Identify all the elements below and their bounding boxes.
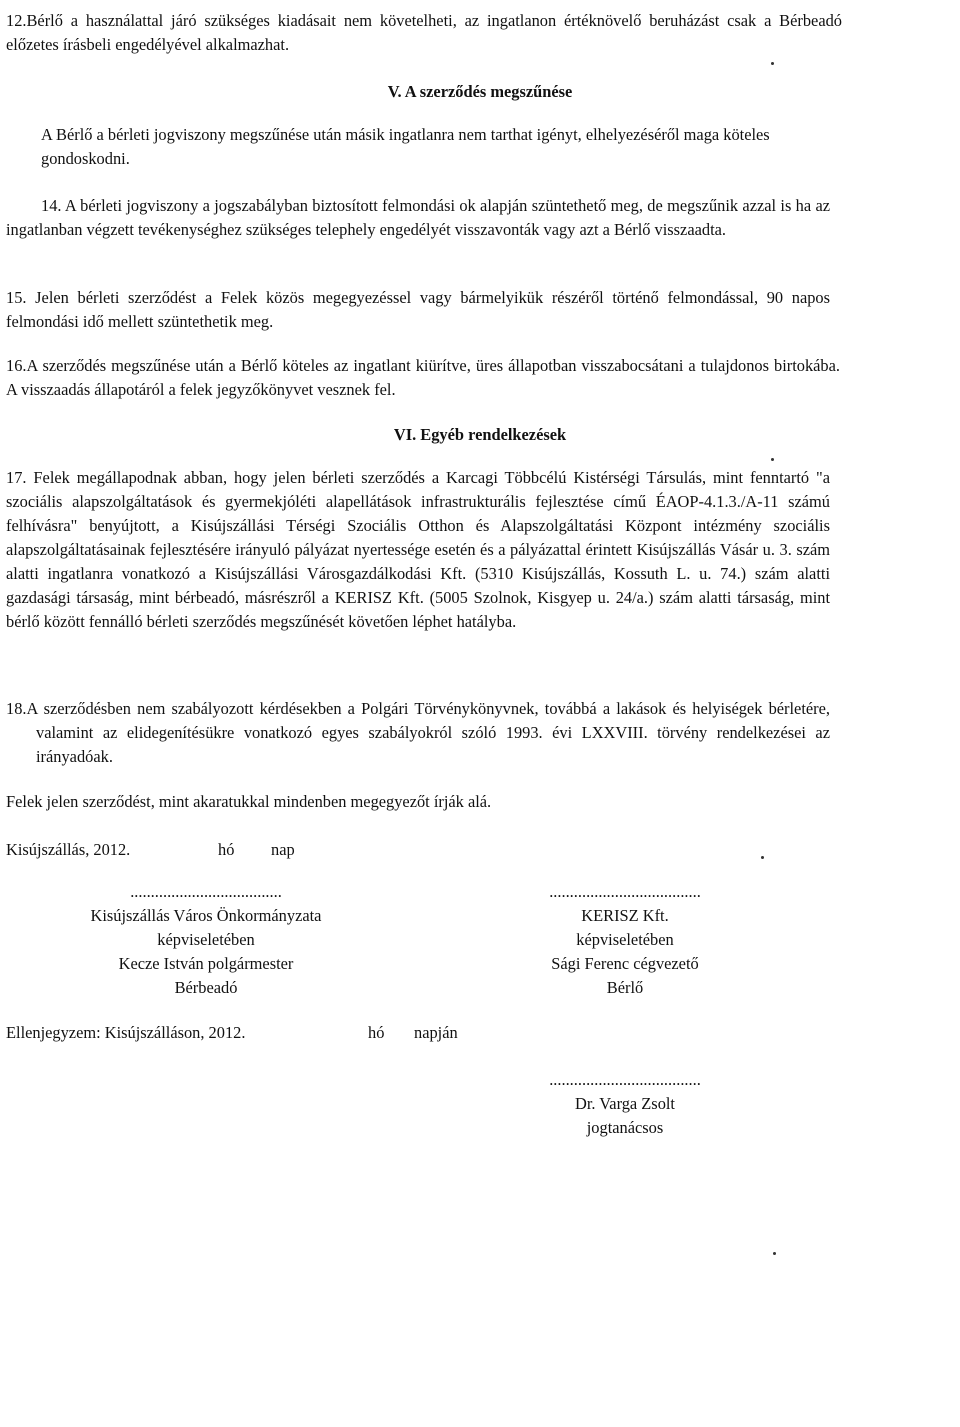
signatory-person: Kecze István polgármester — [118, 954, 294, 973]
place-date-month: hó — [218, 840, 235, 859]
section-heading-vi — [0, 423, 960, 447]
signatory-party: Bérbeadó — [174, 978, 238, 997]
clause-text: Bérlő a használattal járó szükséges kiadásait nem követelheti, az ingatlanon értéknövelő beruházást csak a Bérbeadó előzetes írásbeli engedélyével alkalmazhat. — [6, 11, 842, 54]
signature-block-lessee — [475, 880, 775, 1000]
clause-text: A Bérlő a bérleti jogviszony megszűnése után másik ingatlanra nem tarthat igényt, elhelyezéséről maga köteles gondoskodni. — [41, 125, 770, 168]
signature-block-lessor — [56, 880, 356, 1000]
scan-speck — [771, 62, 774, 65]
signatory-party: Bérlő — [606, 978, 644, 997]
clause-14 — [6, 194, 830, 242]
clause-15 — [6, 286, 830, 334]
scan-speck — [771, 458, 774, 461]
clause-18 — [6, 697, 830, 769]
clause-number: 17. — [6, 468, 27, 487]
clause-text: Felek megállapodnak abban, hogy jelen bérleti szerződés a Karcagi Többcélú Kistérségi Társulás, mint fenntartó "a szociális alapszolgáltatások és gyermekjóléti alapellátások infrastrukturális fejlesztése című ÉAOP-4.1.3./A-11 számú felhívásra" benyújtott, a Kisújszállási Térségi Szociális Otthon és Alapszolgáltatási Központ intézmény szociális alapszolgáltatásainak fejlesztésére irányuló pályázat nyertessége esetén és a pályázattal érintett Kisújszállás Vásár u. 3. szám alatti ingatlanra vonatkozó a Kisújszállási Városgazdálkodási Kft. (5310 Kisújszállás, Kossuth L. u. 74.) szám alatti gazdasági társaság, mint bérbeadó, másrészről a KERISZ Kft. (5005 Szolnok, Kisgyep u. 24/a.) szám alatti társaság, mint bérlő között fennálló bérleti szerződés megszűnését követően léphet hatályba. — [6, 468, 830, 631]
clause-number: 18. — [6, 699, 27, 718]
clause-number — [6, 123, 41, 147]
closing-statement: Felek jelen szerződést, mint akaratukkal mindenben megegyezőt írják alá. — [6, 792, 492, 811]
section-heading-text: VI. Egyéb rendelkezések — [393, 425, 567, 444]
signatory-role: képviseletében — [576, 930, 674, 949]
clause-text: A szerződésben nem szabályozott kérdésekben a Polgári Törvénykönyvnek, továbbá a lakások és helyiségek bérletére, valamint az elidegenítésükre vonatkozó egyes szabályokról szóló 1993. évi LXXVIII. törvény rendelkezései az irányadóak. — [26, 699, 830, 766]
clause-number: 14. — [41, 196, 62, 215]
place-date-day: nap — [271, 840, 295, 859]
signatory-organization: KERISZ Kft. — [581, 906, 669, 925]
scan-speck — [773, 1252, 776, 1255]
clause-number: 12. — [6, 11, 27, 30]
clause-number: 15. — [6, 288, 27, 307]
clause-text: Jelen bérleti szerződést a Felek közös megegyezéssel vagy bármelyikük részéről történő felmondással, 90 napos felmondási idő mellett szüntethetik meg. — [6, 288, 830, 331]
place-date: Kisújszállás, 2012. — [6, 840, 131, 859]
countersign-title: jogtanácsos — [586, 1118, 664, 1137]
signatory-person: Sági Ferenc cégvezető — [551, 954, 699, 973]
section-heading-text: V. A szerződés megszűnése — [387, 82, 573, 101]
clause-text: A bérleti jogviszony a jogszabályban biztosított felmondási ok alapján szüntethető meg, de megszűnik azzal is ha az ingatlanban végzett tevékenységhez szükséges telephely engedélyét visszavonták vagy azt a Bérlő visszaadta. — [6, 196, 830, 239]
clause-number: 16. — [6, 356, 27, 375]
countersign-month: hó — [368, 1023, 385, 1042]
countersign-name: Dr. Varga Zsolt — [574, 1094, 675, 1113]
signature-line: ..................................... — [549, 1070, 701, 1089]
signatory-organization: Kisújszállás Város Önkormányzata — [90, 906, 322, 925]
countersign-day: napján — [414, 1023, 458, 1042]
clause-text: A szerződés megszűnése után a Bérlő köteles az ingatlant kiürítve, üres állapotban visszabocsátani a tulajdonos birtokába. A visszaadás állapotáról a felek jegyzőkönyvet vesznek fel. — [6, 356, 840, 399]
signature-line: ..................................... — [130, 882, 282, 901]
clause-16 — [6, 354, 840, 402]
signature-line: ..................................... — [549, 882, 701, 901]
section-heading-v — [0, 80, 960, 104]
clause-12 — [6, 9, 842, 57]
countersign-label: Ellenjegyzem: Kisújszálláson, 2012. — [6, 1023, 246, 1042]
clause-13 — [6, 123, 842, 171]
scan-speck — [761, 856, 764, 859]
countersign-block — [475, 1068, 775, 1140]
signatory-role: képviseletében — [157, 930, 255, 949]
clause-17 — [6, 466, 830, 634]
